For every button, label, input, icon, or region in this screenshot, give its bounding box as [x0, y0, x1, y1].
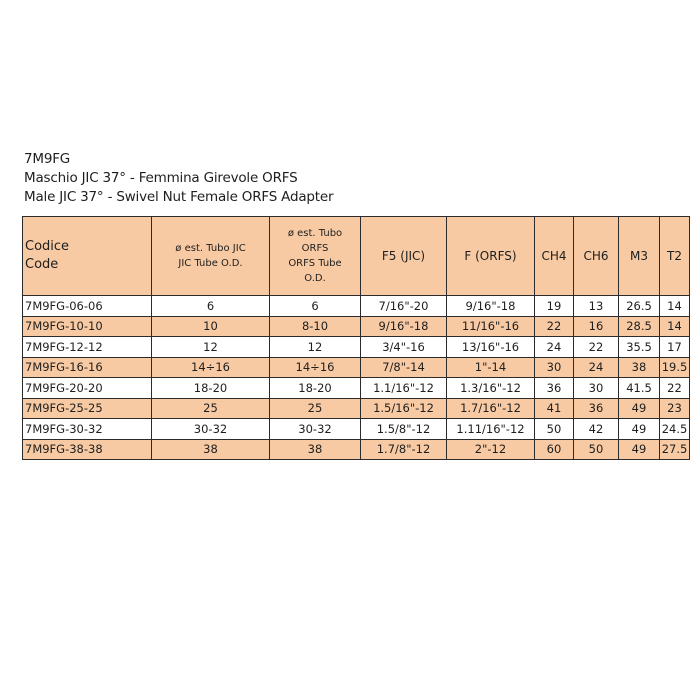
header-ch6: CH6: [574, 217, 619, 296]
cell-t2: 27.5: [660, 439, 690, 460]
cell-tube-orfs: 30-32: [270, 419, 361, 440]
cell-tube-jic: 6: [152, 296, 270, 317]
cell-f: 9/16"-18: [447, 296, 535, 317]
cell-code: 7M9FG-12-12: [23, 337, 152, 358]
cell-t2: 14: [660, 316, 690, 337]
table-row: [23, 378, 690, 399]
cell-m3: 49: [619, 439, 660, 460]
table-row: [23, 439, 690, 460]
cell-m3: 28.5: [619, 316, 660, 337]
cell-ch4: 30: [535, 357, 574, 378]
cell-f5: 7/8"-14: [361, 357, 447, 378]
spec-table: [22, 216, 690, 460]
cell-tube-jic: 18-20: [152, 378, 270, 399]
cell-tube-orfs: 38: [270, 439, 361, 460]
document-heading: [24, 150, 333, 207]
table-row: [23, 316, 690, 337]
cell-ch4: 24: [535, 337, 574, 358]
cell-tube-orfs: 25: [270, 398, 361, 419]
cell-t2: 19.5: [660, 357, 690, 378]
cell-code: 7M9FG-10-10: [23, 316, 152, 337]
cell-tube-jic: 38: [152, 439, 270, 460]
cell-f5: 1.5/16"-12: [361, 398, 447, 419]
cell-t2: 24.5: [660, 419, 690, 440]
cell-ch6: 42: [574, 419, 619, 440]
header-row: [23, 217, 690, 296]
header-tube-jic: [152, 217, 270, 296]
cell-ch6: 24: [574, 357, 619, 378]
cell-f: 11/16"-16: [447, 316, 535, 337]
table-row: [23, 337, 690, 358]
cell-ch6: 30: [574, 378, 619, 399]
cell-tube-orfs: 18-20: [270, 378, 361, 399]
cell-ch6: 36: [574, 398, 619, 419]
cell-tube-jic: 30-32: [152, 419, 270, 440]
cell-f5: 1.7/8"-12: [361, 439, 447, 460]
header-f5: F5 (JIC): [361, 217, 447, 296]
header-t2: T2: [660, 217, 690, 296]
cell-ch4: 36: [535, 378, 574, 399]
cell-f5: 9/16"-18: [361, 316, 447, 337]
cell-code: 7M9FG-20-20: [23, 378, 152, 399]
cell-tube-orfs: 8-10: [270, 316, 361, 337]
cell-ch4: 41: [535, 398, 574, 419]
table-row: [23, 357, 690, 378]
cell-t2: 23: [660, 398, 690, 419]
header-tube-orfs-line: ø est. Tubo: [287, 228, 343, 239]
table-row: [23, 419, 690, 440]
cell-t2: 17: [660, 337, 690, 358]
header-ch4: CH4: [535, 217, 574, 296]
title-english: Male JIC 37° - Swivel Nut Female ORFS Adapter: [24, 189, 334, 205]
cell-code: 7M9FG-30-32: [23, 419, 152, 440]
cell-f: 2"-12: [447, 439, 535, 460]
header-code: [23, 217, 152, 296]
cell-code: 7M9FG-25-25: [23, 398, 152, 419]
cell-ch6: 22: [574, 337, 619, 358]
cell-f5: 1.1/16"-12: [361, 378, 447, 399]
cell-ch6: 16: [574, 316, 619, 337]
cell-code: 7M9FG-06-06: [23, 296, 152, 317]
header-tube-orfs: [270, 217, 361, 296]
header-code-line: Codice: [25, 239, 70, 254]
cell-m3: 49: [619, 419, 660, 440]
header-tube-jic-line: JIC Tube O.D.: [178, 258, 243, 269]
table-body: [23, 296, 690, 460]
cell-f: 1.3/16"-12: [447, 378, 535, 399]
cell-ch4: 50: [535, 419, 574, 440]
cell-code: 7M9FG-16-16: [23, 357, 152, 378]
cell-tube-orfs: 14÷16: [270, 357, 361, 378]
cell-t2: 22: [660, 378, 690, 399]
cell-f: 1.7/16"-12: [447, 398, 535, 419]
cell-ch6: 50: [574, 439, 619, 460]
header-tube-orfs-line: ORFS: [301, 243, 329, 254]
header-tube-orfs-line: ORFS Tube: [288, 258, 342, 269]
cell-tube-jic: 12: [152, 337, 270, 358]
cell-f5: 7/16"-20: [361, 296, 447, 317]
header-code-line: Code: [25, 257, 59, 272]
cell-ch4: 60: [535, 439, 574, 460]
cell-f5: 3/4"-16: [361, 337, 447, 358]
cell-code: 7M9FG-38-38: [23, 439, 152, 460]
table-row: [23, 296, 690, 317]
cell-tube-jic: 14÷16: [152, 357, 270, 378]
cell-t2: 14: [660, 296, 690, 317]
cell-tube-orfs: 12: [270, 337, 361, 358]
cell-f: 13/16"-16: [447, 337, 535, 358]
cell-tube-jic: 25: [152, 398, 270, 419]
header-f: F (ORFS): [447, 217, 535, 296]
cell-m3: 35.5: [619, 337, 660, 358]
cell-m3: 49: [619, 398, 660, 419]
cell-m3: 41.5: [619, 378, 660, 399]
cell-f5: 1.5/8"-12: [361, 419, 447, 440]
cell-ch4: 19: [535, 296, 574, 317]
cell-tube-orfs: 6: [270, 296, 361, 317]
cell-tube-jic: 10: [152, 316, 270, 337]
table-row: [23, 398, 690, 419]
cell-ch6: 13: [574, 296, 619, 317]
cell-m3: 26.5: [619, 296, 660, 317]
header-tube-jic-line: ø est. Tubo JIC: [175, 243, 246, 254]
cell-ch4: 22: [535, 316, 574, 337]
product-code: 7M9FG: [24, 151, 71, 167]
header-tube-orfs-line: O.D.: [304, 273, 326, 284]
cell-f: 1.11/16"-12: [447, 419, 535, 440]
cell-m3: 38: [619, 357, 660, 378]
header-m3: M3: [619, 217, 660, 296]
title-italian: Maschio JIC 37° - Femmina Girevole ORFS: [24, 170, 298, 186]
cell-f: 1"-14: [447, 357, 535, 378]
